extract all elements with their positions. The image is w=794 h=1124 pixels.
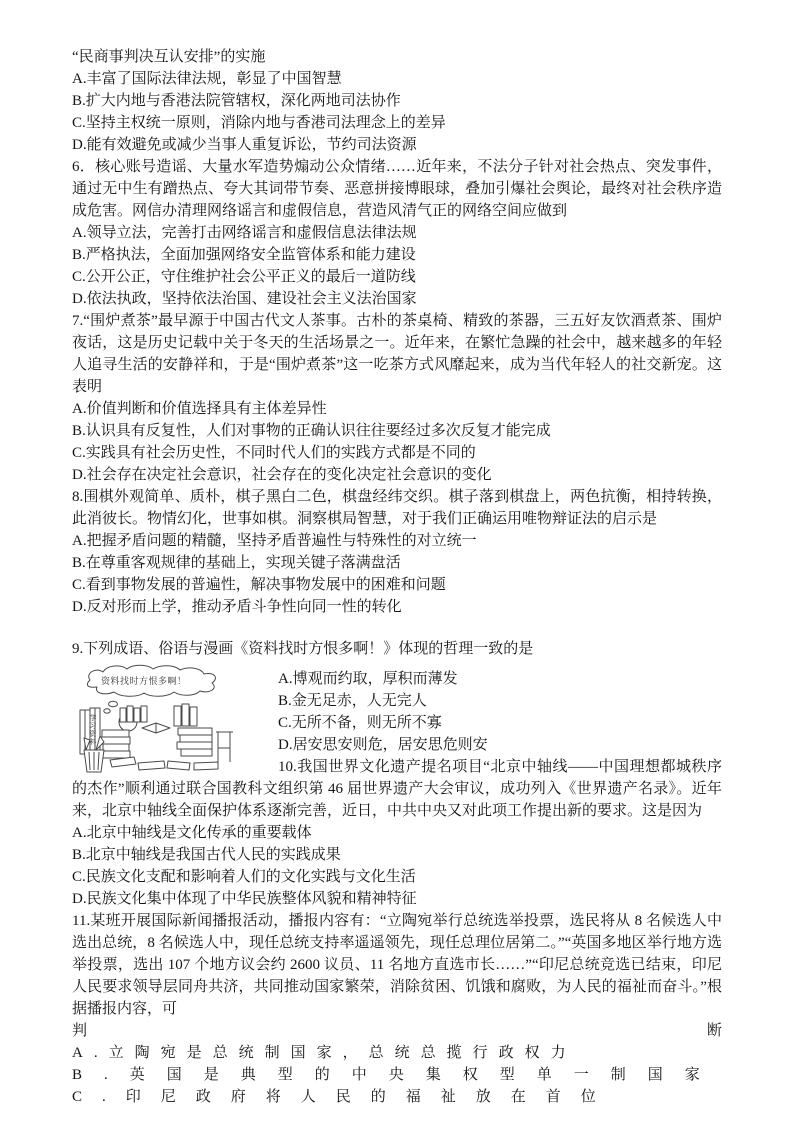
question-7 [72,310,722,486]
option-b: B.金无足赤，人无完人 [278,693,427,709]
option-d: D.民族文化集中体现了中华民族整体风貌和精神特征 [72,891,417,907]
question-9 [72,638,722,910]
option-b: B.北京中轴线是我国古代人民的实践成果 [72,847,341,863]
option-c: C.民族文化支配和影响着人们的文化实践与文化生活 [72,869,416,885]
option-c: C.公开公正，守住维护社会公平正义的最后一道防线 [72,269,416,285]
option-a: A.价值判断和价值选择具有主体差异性 [72,401,327,417]
question-stem-tail: “民商事判决互认安排”的实施 [72,49,266,65]
question-6 [72,156,722,310]
question-8 [72,486,722,618]
option-c: C.看到事物发展的普遍性，解决事物发展中的困难和问题 [72,577,446,593]
question-stem: 8.围棋外观简单、质朴，棋子黑白二色，棋盘经纬交织。棋子落到棋盘上，两色抗衡，相持转换，此消彼长。物情幻化，世事如棋。洞察棋局智慧，对于我们正确运用唯物辩证法的启示是 [72,489,722,527]
option-d: D.反对形而上学，推动矛盾斗争性向同一性的转化 [72,599,402,615]
option-d: D.居安思安则危，居安思危则安 [278,737,488,753]
question-11 [72,910,722,1108]
option-a: A.博观而约取，厚积而薄发 [278,671,458,687]
option-c: C.无所不备，则无所不寡 [278,715,442,731]
cartoon-image [76,664,236,774]
book-stack-label: 学习资料 [89,714,97,746]
option-a: A.立陶宛是总统制国家，总统总揽行政权力 [72,1045,577,1061]
option-a: A.丰富了国际法律法规，彰显了中国智慧 [72,71,342,87]
option-d: D.依法执政，坚持依法治国、建设社会主义法治国家 [72,291,417,307]
thought-bubble-text: 资料找时方恨多啊！ [101,676,187,686]
question-5 [72,46,722,156]
option-a: A.北京中轴线是文化传承的重要载体 [72,825,312,841]
stem-last-char-left: 判 [72,1023,88,1039]
option-a: A.把握矛盾问题的精髓，坚持矛盾普遍性与特殊性的对立统一 [72,533,477,549]
option-c: C.坚持主权统一原则，消除内地与香港司法理念上的差异 [72,115,446,131]
option-b: B.严格执法，全面加强网络安全监管体系和能力建设 [72,247,416,263]
option-c: C.实践具有社会历史性，不同时代人们的实践方式都是不同的 [72,445,476,461]
question-stem: 7.“围炉煮茶”最早源于中国古代文人茶事。古朴的茶桌椅、精致的茶器，三五好友饮酒煮茶、围炉夜话，这是历史记载中关于冬天的生活场景之一。近年来，在繁忙急躁的社会中，越来越多的年轻人追寻生活的安静祥和，于是“围炉煮茶”这一吃茶方式风靡起来，成为当代年轻人的社交新宠。这表明 [72,313,722,395]
option-b: B.在尊重客观规律的基础上，实现关键子落满盘活 [72,555,401,571]
option-b: B.英国是典型的中央集权型单一制国家 [72,1067,722,1083]
question-10 [72,756,722,910]
stem-last-char-right: 断 [706,1023,722,1039]
option-d: D.能有效避免或减少当事人重复诉讼，节约司法资源 [72,137,417,153]
question-stem: 6．核心账号造谣、大量水军造势煽动公众情绪……近年来，不法分子针对社会热点、突发事件，通过无中生有蹭热点、夸大其词带节奏、恶意拼接博眼球，叠加引爆社会舆论，最终对社会秩序造成危害。网信办清理网络谣言和虚假信息，营造风清气正的网络空间应做到 [72,159,722,219]
option-d: D.社会存在决定社会意识，社会存在的变化决定社会意识的变化 [72,467,492,483]
option-a: A.领导立法，完善打击网络谣言和虚假信息法律法规 [72,225,417,241]
option-c: C.印尼政府将人民的福祉放在首位 [72,1089,616,1105]
option-b: B.认识具有反复性，人们对事物的正确认识往往要经过多次反复才能完成 [72,423,551,439]
option-b: B.扩大内地与香港法院管辖权，深化两地司法协作 [72,93,401,109]
question-stem: 10.我国世界文化遗产提名项目“北京中轴线——中国理想都城秩序的杰作”顺利通过联合国教科文组织第 46 届世界遗产大会审议，成功列入《世界遗产名录》。近年来，北京中轴线全面保护体系逐渐完善，近日，中共中央又对此项工作提出新的要求。这是因为 [72,759,722,819]
question-stem: 11.某班开展国际新闻播报活动，播报内容有：“立陶宛举行总统选举投票，选民将从 8 名候选人中选出总统，8 名候选人中，现任总统支持率遥遥领先，现任总理位居第二。”“英国多地区举行地方选举投票，选出 107 个地方议会约 2600 议员、11 名地方直选市长……”“印尼总统竞选已结束，印尼人民要求领导层同舟共济，共同推动国家繁荣，消除贫困、饥饿和腐败，为人民的福祉而奋斗。”根据播报内容，可 [72,913,722,1017]
question-stem: 9.下列成语、俗语与漫画《资料找时方恨多啊！》体现的哲理一致的是 [72,641,534,657]
question-stem-last-line [72,1020,722,1042]
